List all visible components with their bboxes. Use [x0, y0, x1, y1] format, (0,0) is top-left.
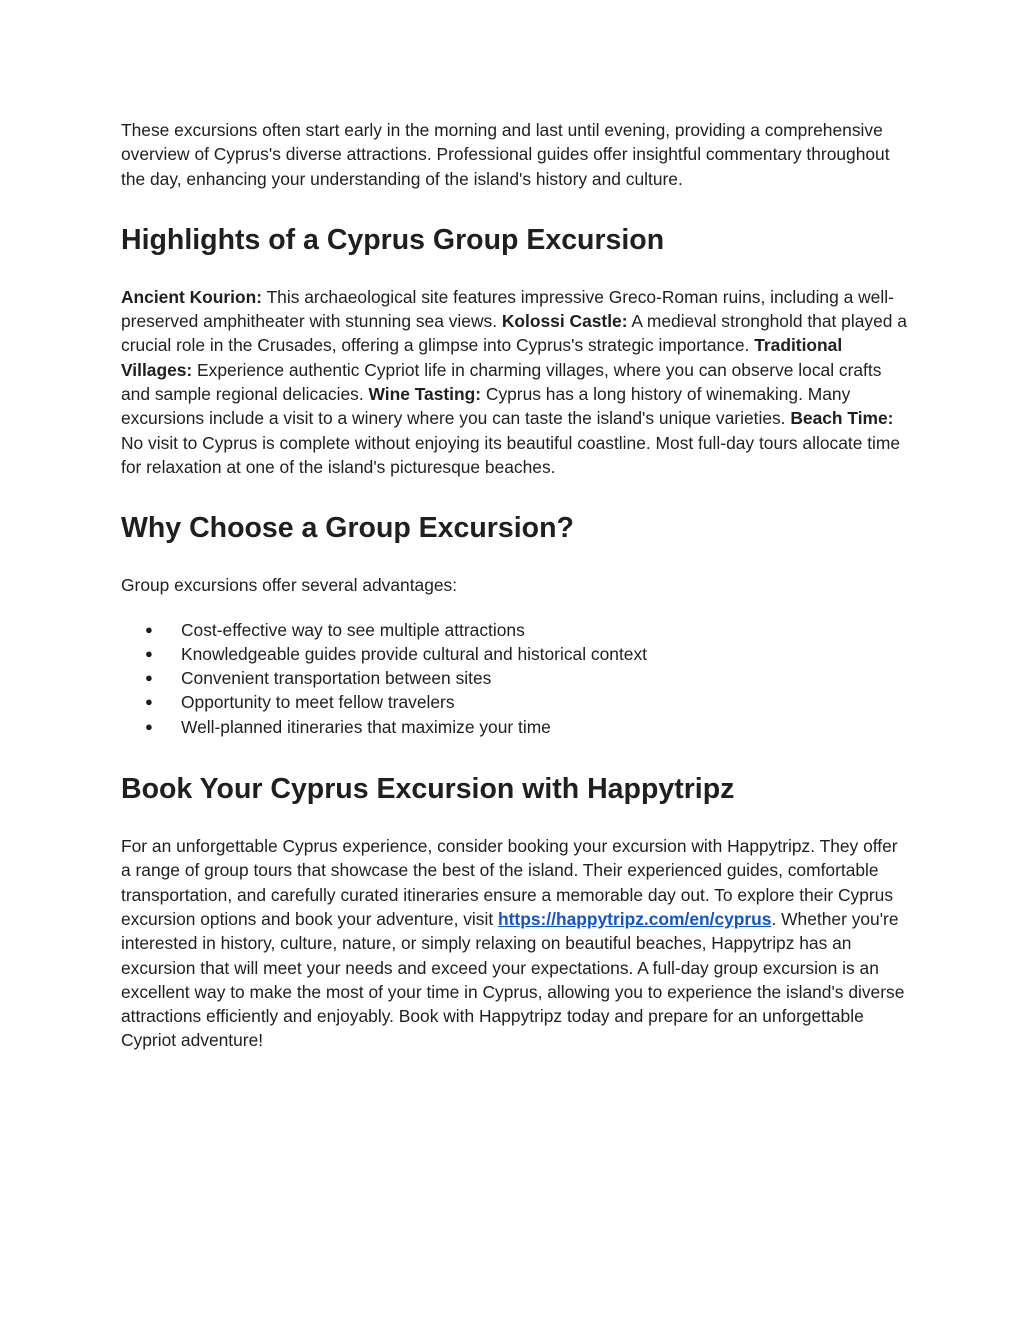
benefits-list	[121, 618, 911, 739]
highlights-heading: Highlights of a Cyprus Group Excursion	[121, 223, 665, 256]
list-item	[121, 642, 911, 666]
highlight-term-beach: Beach Time:	[790, 408, 894, 429]
book-text-after-link: . Whether you're interested in history, culture, nature, or simply relaxing on beautiful beaches, Happytripz has an excursion that will meet your needs and exceed your expectations. A full-day group excursion is an excellent way to make the most of your time in Cyprus, allowing you to experience the island's diverse attractions efficiently and enjoyably. Book with Happytripz today and prepare for an unforgettable Cypriot adventure!	[121, 908, 905, 1051]
document-page	[121, 118, 911, 1053]
book-paragraph	[121, 834, 911, 1053]
highlight-text-kolossi: A medieval stronghold that played a crucial role in the Crusades, offering a glimpse into Cyprus's strategic importance.	[121, 311, 907, 356]
highlight-term-kolossi: Kolossi Castle:	[501, 311, 628, 332]
list-item	[121, 618, 911, 642]
list-item	[121, 690, 911, 714]
highlight-term-kourion: Ancient Kourion:	[121, 286, 263, 307]
list-item-text: Well-planned itineraries that maximize your time	[181, 716, 551, 737]
book-text-before-link: For an unforgettable Cyprus experience, consider booking your excursion with Happytripz. They offer a range of group tours that showcase the best of the island. Their experienced guides, comfortable transportation, and carefully curated itineraries ensure a memorable day out. To explore their Cyprus excursion options and book your adventure, visit	[121, 836, 898, 929]
highlight-text-beach: No visit to Cyprus is complete without enjoying its beautiful coastline. Most full-day tours allocate time for relaxation at one of the island's picturesque beaches.	[121, 432, 901, 477]
list-item-text: Cost-effective way to see multiple attractions	[181, 619, 525, 640]
list-item-text: Opportunity to meet fellow travelers	[181, 692, 455, 713]
happytripz-cyprus-link[interactable]: https://happytripz.com/en/cyprus	[498, 908, 772, 929]
highlight-term-villages: Traditional Villages:	[121, 335, 843, 380]
highlight-term-wine: Wine Tasting:	[368, 384, 482, 405]
bullet-icon: ●	[145, 645, 153, 661]
bullet-icon: ●	[145, 718, 153, 734]
list-item-text: Convenient transportation between sites	[181, 668, 492, 689]
intro-paragraph: These excursions often start early in the morning and last until evening, providing a comprehensive overview of Cyprus's diverse attractions. Professional guides offer insightful commentary throughout the day, enhancing your understanding of the island's history and culture.	[121, 120, 890, 189]
why-heading: Why Choose a Group Excursion?	[121, 512, 574, 545]
list-item	[121, 715, 911, 739]
list-item-text: Knowledgeable guides provide cultural and historical context	[181, 643, 647, 664]
why-intro-paragraph: Group excursions offer several advantages:	[121, 575, 458, 596]
list-item	[121, 666, 911, 690]
book-heading: Book Your Cyprus Excursion with Happytripz	[121, 773, 735, 806]
bullet-icon: ●	[145, 694, 153, 710]
highlight-text-villages: Experience authentic Cypriot life in charming villages, where you can observe local crafts and sample regional delicacies.	[121, 359, 882, 405]
highlight-text-wine: Cyprus has a long history of winemaking. Many excursions include a visit to a winery where you can taste the island's unique varieties.	[121, 384, 851, 429]
bullet-icon: ●	[145, 670, 153, 686]
highlights-paragraph	[121, 285, 911, 479]
highlight-text-kourion: This archaeological site features impressive Greco-Roman ruins, including a well-preserved amphitheater with stunning sea views.	[121, 286, 894, 332]
bullet-icon: ●	[145, 621, 153, 637]
